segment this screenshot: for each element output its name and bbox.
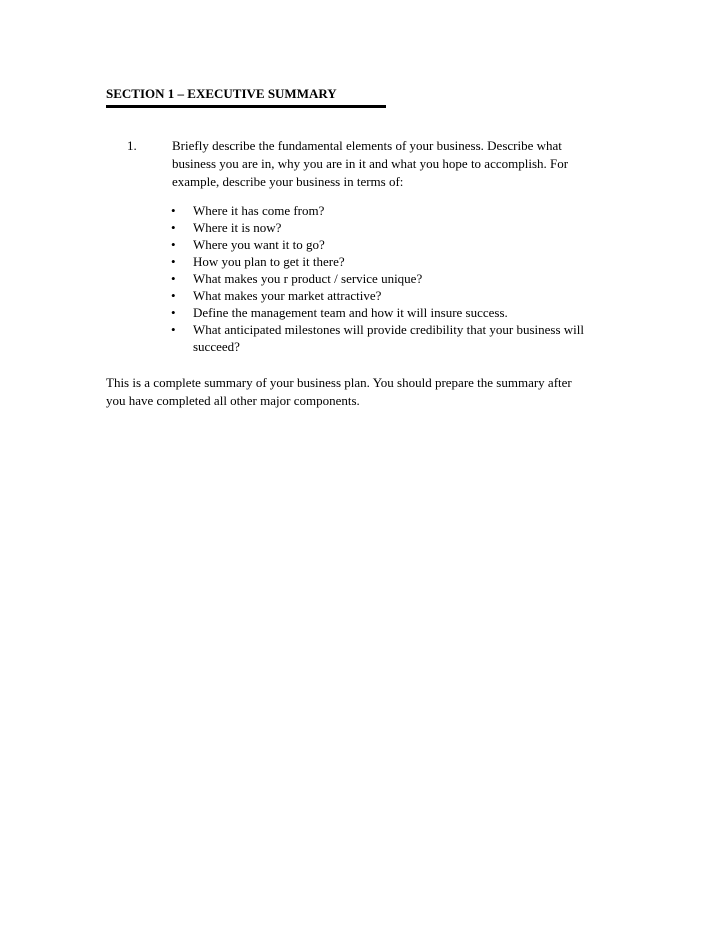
bullet-text: Where you want it to go? (193, 237, 325, 252)
bullet-item (170, 270, 590, 287)
bullet-icon: • (171, 322, 176, 337)
bullet-text: What makes you r product / service unique? (193, 271, 423, 286)
bullet-list (170, 202, 590, 355)
summary-paragraph: This is a complete summary of your business plan. You should prepare the summary after you have completed all other major components. (106, 375, 572, 408)
bullet-text: Where it is now? (193, 220, 282, 235)
bullet-text: Where it has come from? (193, 203, 325, 218)
bullet-item (170, 287, 590, 304)
bullet-text: What anticipated milestones will provide credibility that your business will succeed? (193, 322, 585, 354)
bullet-icon: • (171, 203, 176, 218)
bullet-item (170, 202, 590, 219)
bullet-item (170, 253, 590, 270)
bullet-icon: • (171, 271, 176, 286)
bullet-icon: • (171, 220, 176, 235)
bullet-icon: • (171, 237, 176, 252)
bullet-item (170, 236, 590, 253)
bullet-item (170, 304, 590, 321)
bullet-text: How you plan to get it there? (193, 254, 345, 269)
bullet-item (170, 219, 590, 236)
bullet-item (170, 321, 590, 355)
bullet-text: Define the management team and how it will insure success. (193, 305, 508, 320)
item-number: 1. (127, 138, 137, 153)
bullet-text: What makes your market attractive? (193, 288, 382, 303)
bullet-icon: • (171, 288, 176, 303)
bullet-icon: • (171, 305, 176, 320)
bullet-icon: • (171, 254, 176, 269)
heading-underline (106, 105, 386, 108)
item-text: Briefly describe the fundamental elements of your business. Describe what business you are in, why you are in it and what you hope to accomplish. For example, describe your business in terms of: (172, 138, 569, 189)
section-heading: SECTION 1 – EXECUTIVE SUMMARY (106, 86, 337, 101)
